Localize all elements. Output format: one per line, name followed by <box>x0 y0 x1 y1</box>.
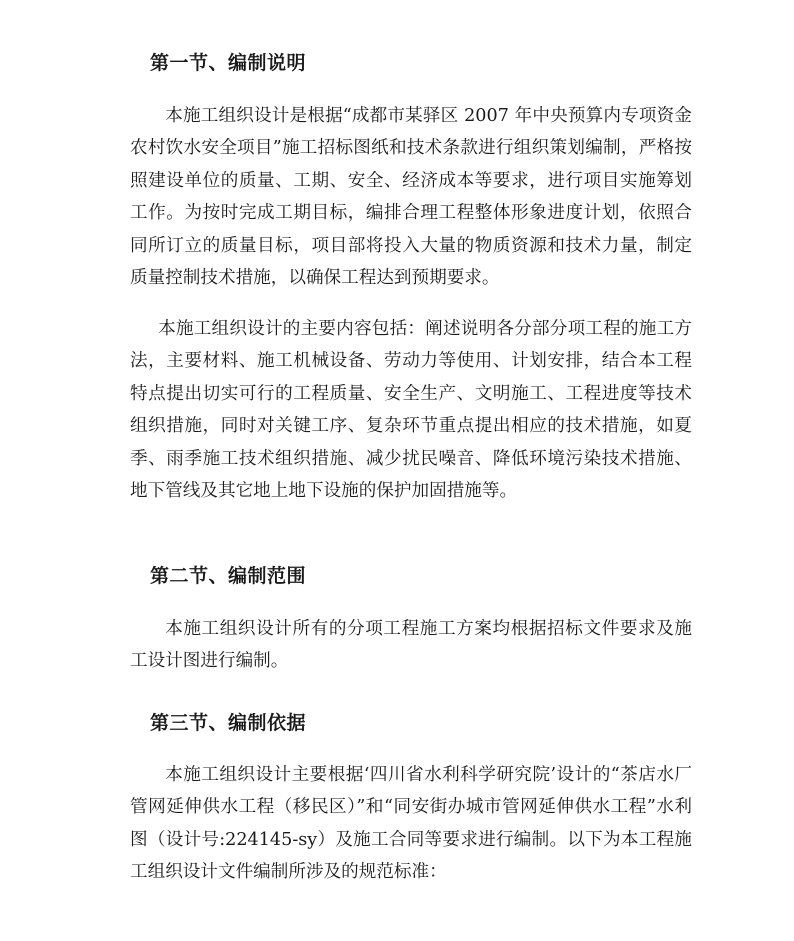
section-heading-1: 第一节、编制说明 <box>150 52 307 74</box>
section-3-paragraph-1: 本施工组织设计主要根据‘四川省水利科学研究院’设计的“茶店水厂管网延伸供水工程（移民区）”和“同安街办城市管网延伸供水工程”水利图（设计号:224145-sy）及施工合同等要求进行编制。以下为本工程施工组织设计文件编制所涉及的规范标准： <box>130 765 692 883</box>
section-heading-3: 第三节、编制依据 <box>150 712 307 734</box>
section-1-paragraph-2: 本施工组织设计的主要内容包括：阐述说明各分部分项工程的施工方法，主要材料、施工机械设备、劳动力等使用、计划安排，结合本工程特点提出切实可行的工程质量、安全生产、文明施工、工程进度等技术组织措施，同时对关键工序、复杂环节重点提出相应的技术措施，如夏季、雨季施工技术组织措施、减少扰民噪音、降低环境污染技术措施、地下管线及其它地上地下设施的保护加固措施等。 <box>130 319 692 502</box>
section-2-paragraph-1: 本施工组织设计所有的分项工程施工方案均根据招标文件要求及施工设计图进行编制。 <box>130 619 692 672</box>
section-heading-2: 第二节、编制范围 <box>150 565 307 587</box>
section-1-paragraph-1: 本施工组织设计是根据“成都市某驿区 2007 年中央预算内专项资金农村饮水安全项目”施工招标图纸和技术条款进行组织策划编制，严格按照建设单位的质量、工期、安全、经济成本等要求，进行项目实施筹划工作。为按时完成工期目标，编排合理工程整体形象进度计划，依照合同所订立的质量目标，项目部将投入大量的物质资源和技术力量，制定质量控制技术措施，以确保工程达到预期要求。 <box>130 106 692 289</box>
